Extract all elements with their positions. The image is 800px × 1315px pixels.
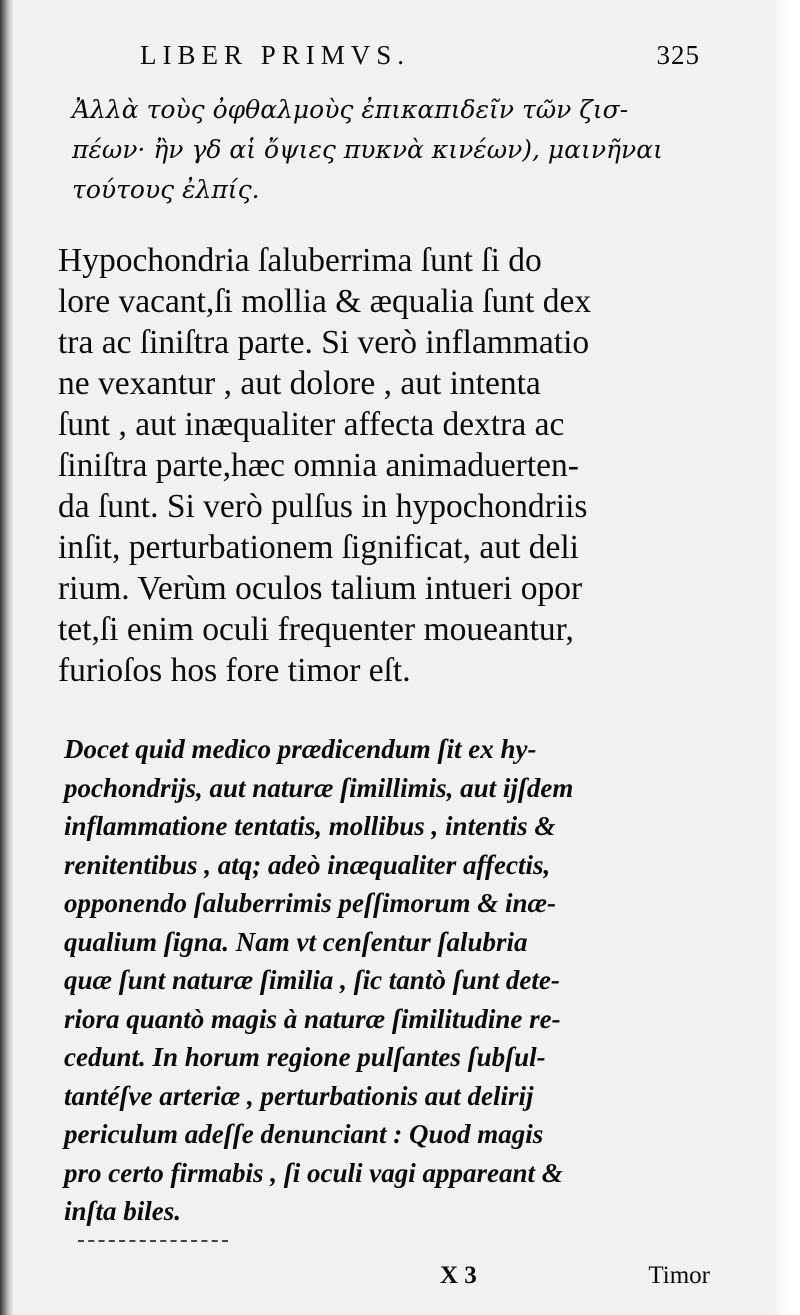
commentary-line: tantéſve arteriæ , perturbationis aut delirij (64, 1080, 534, 1111)
page-outer-edge (774, 0, 800, 1315)
latin-line: rium. Verùm oculos talium intueri opor (58, 570, 583, 607)
greek-quotation (72, 90, 712, 210)
closing-rule (78, 1240, 228, 1242)
latin-line: tra ac ſiniſtra parte. Si verò inflammatio (58, 324, 590, 361)
commentary-line: Docet quid medico prædicendum ſit ex hy- (64, 734, 537, 764)
latin-line: furioſos hos fore timor eſt. (58, 652, 411, 689)
commentary-line: riora quantò magis à naturæ ſimilitudine re- (64, 1003, 561, 1034)
page-footer (440, 1262, 710, 1302)
running-header (140, 40, 700, 80)
page-number: 325 (656, 40, 700, 70)
latin-line: lore vacant,ſi mollia & æqualia ſunt dex (58, 283, 592, 320)
greek-line: Ἀλλὰ τοὺς ὀφθαλμοὺς ἐπικαπιδεῖν τῶν ζισ- (72, 95, 629, 124)
greek-line: τούτους ἐλπίς. (72, 175, 260, 204)
commentary-line: quæ ſunt naturæ ſimilia , ſic tantò ſunt dete- (64, 965, 560, 995)
commentary (64, 730, 714, 1231)
latin-line: ſunt , aut inæqualiter affecta dextra ac (58, 406, 565, 443)
greek-line: πέων· ἢν γδ αἱ ὄψιες πυκνὰ κινέων), μαινῆναι (72, 135, 663, 164)
latin-line: inſit, perturbationem ſignificat, aut deli (58, 529, 579, 566)
latin-translation (58, 240, 708, 691)
commentary-line: inflammatione tentatis, mollibus , intentis & (64, 811, 556, 841)
latin-line: tet,ſi enim oculi frequenter moueantur, (58, 611, 574, 648)
commentary-line: renitentibus , atq; adeò inæqualiter affectis, (64, 849, 551, 880)
commentary-line: qualium ſigna. Nam vt cenſentur ſalubria (64, 926, 528, 957)
signature-mark: X 3 (440, 1262, 477, 1289)
commentary-line: cedunt. In horum regione pulſantes ſubſul- (64, 1042, 546, 1072)
catchword: Timor (648, 1262, 710, 1289)
commentary-line: pro certo firmabis , ſi oculi vagi appareant & (64, 1157, 563, 1188)
latin-line: da ſunt. Si verò pulſus in hypochondriis (58, 488, 588, 525)
page-gutter-shadow (0, 0, 14, 1315)
latin-line: ſiniſtra parte,hæc omnia animaduerten- (58, 447, 579, 484)
latin-line: Hypochondria ſaluberrima ſunt ſi do (58, 242, 542, 279)
commentary-line: periculum adeſſe denunciant : Quod magis (64, 1119, 544, 1149)
commentary-line: pochondrijs, aut naturæ ſimillimis, aut ijſdem (64, 772, 574, 803)
commentary-line: opponendo ſaluberrimis peſſimorum & inæ- (64, 888, 557, 918)
commentary-line: inſta biles. (64, 1196, 182, 1226)
latin-line: ne vexantur , aut dolore , aut intenta (58, 365, 541, 402)
running-title: LIBER PRIMVS. (140, 40, 411, 70)
